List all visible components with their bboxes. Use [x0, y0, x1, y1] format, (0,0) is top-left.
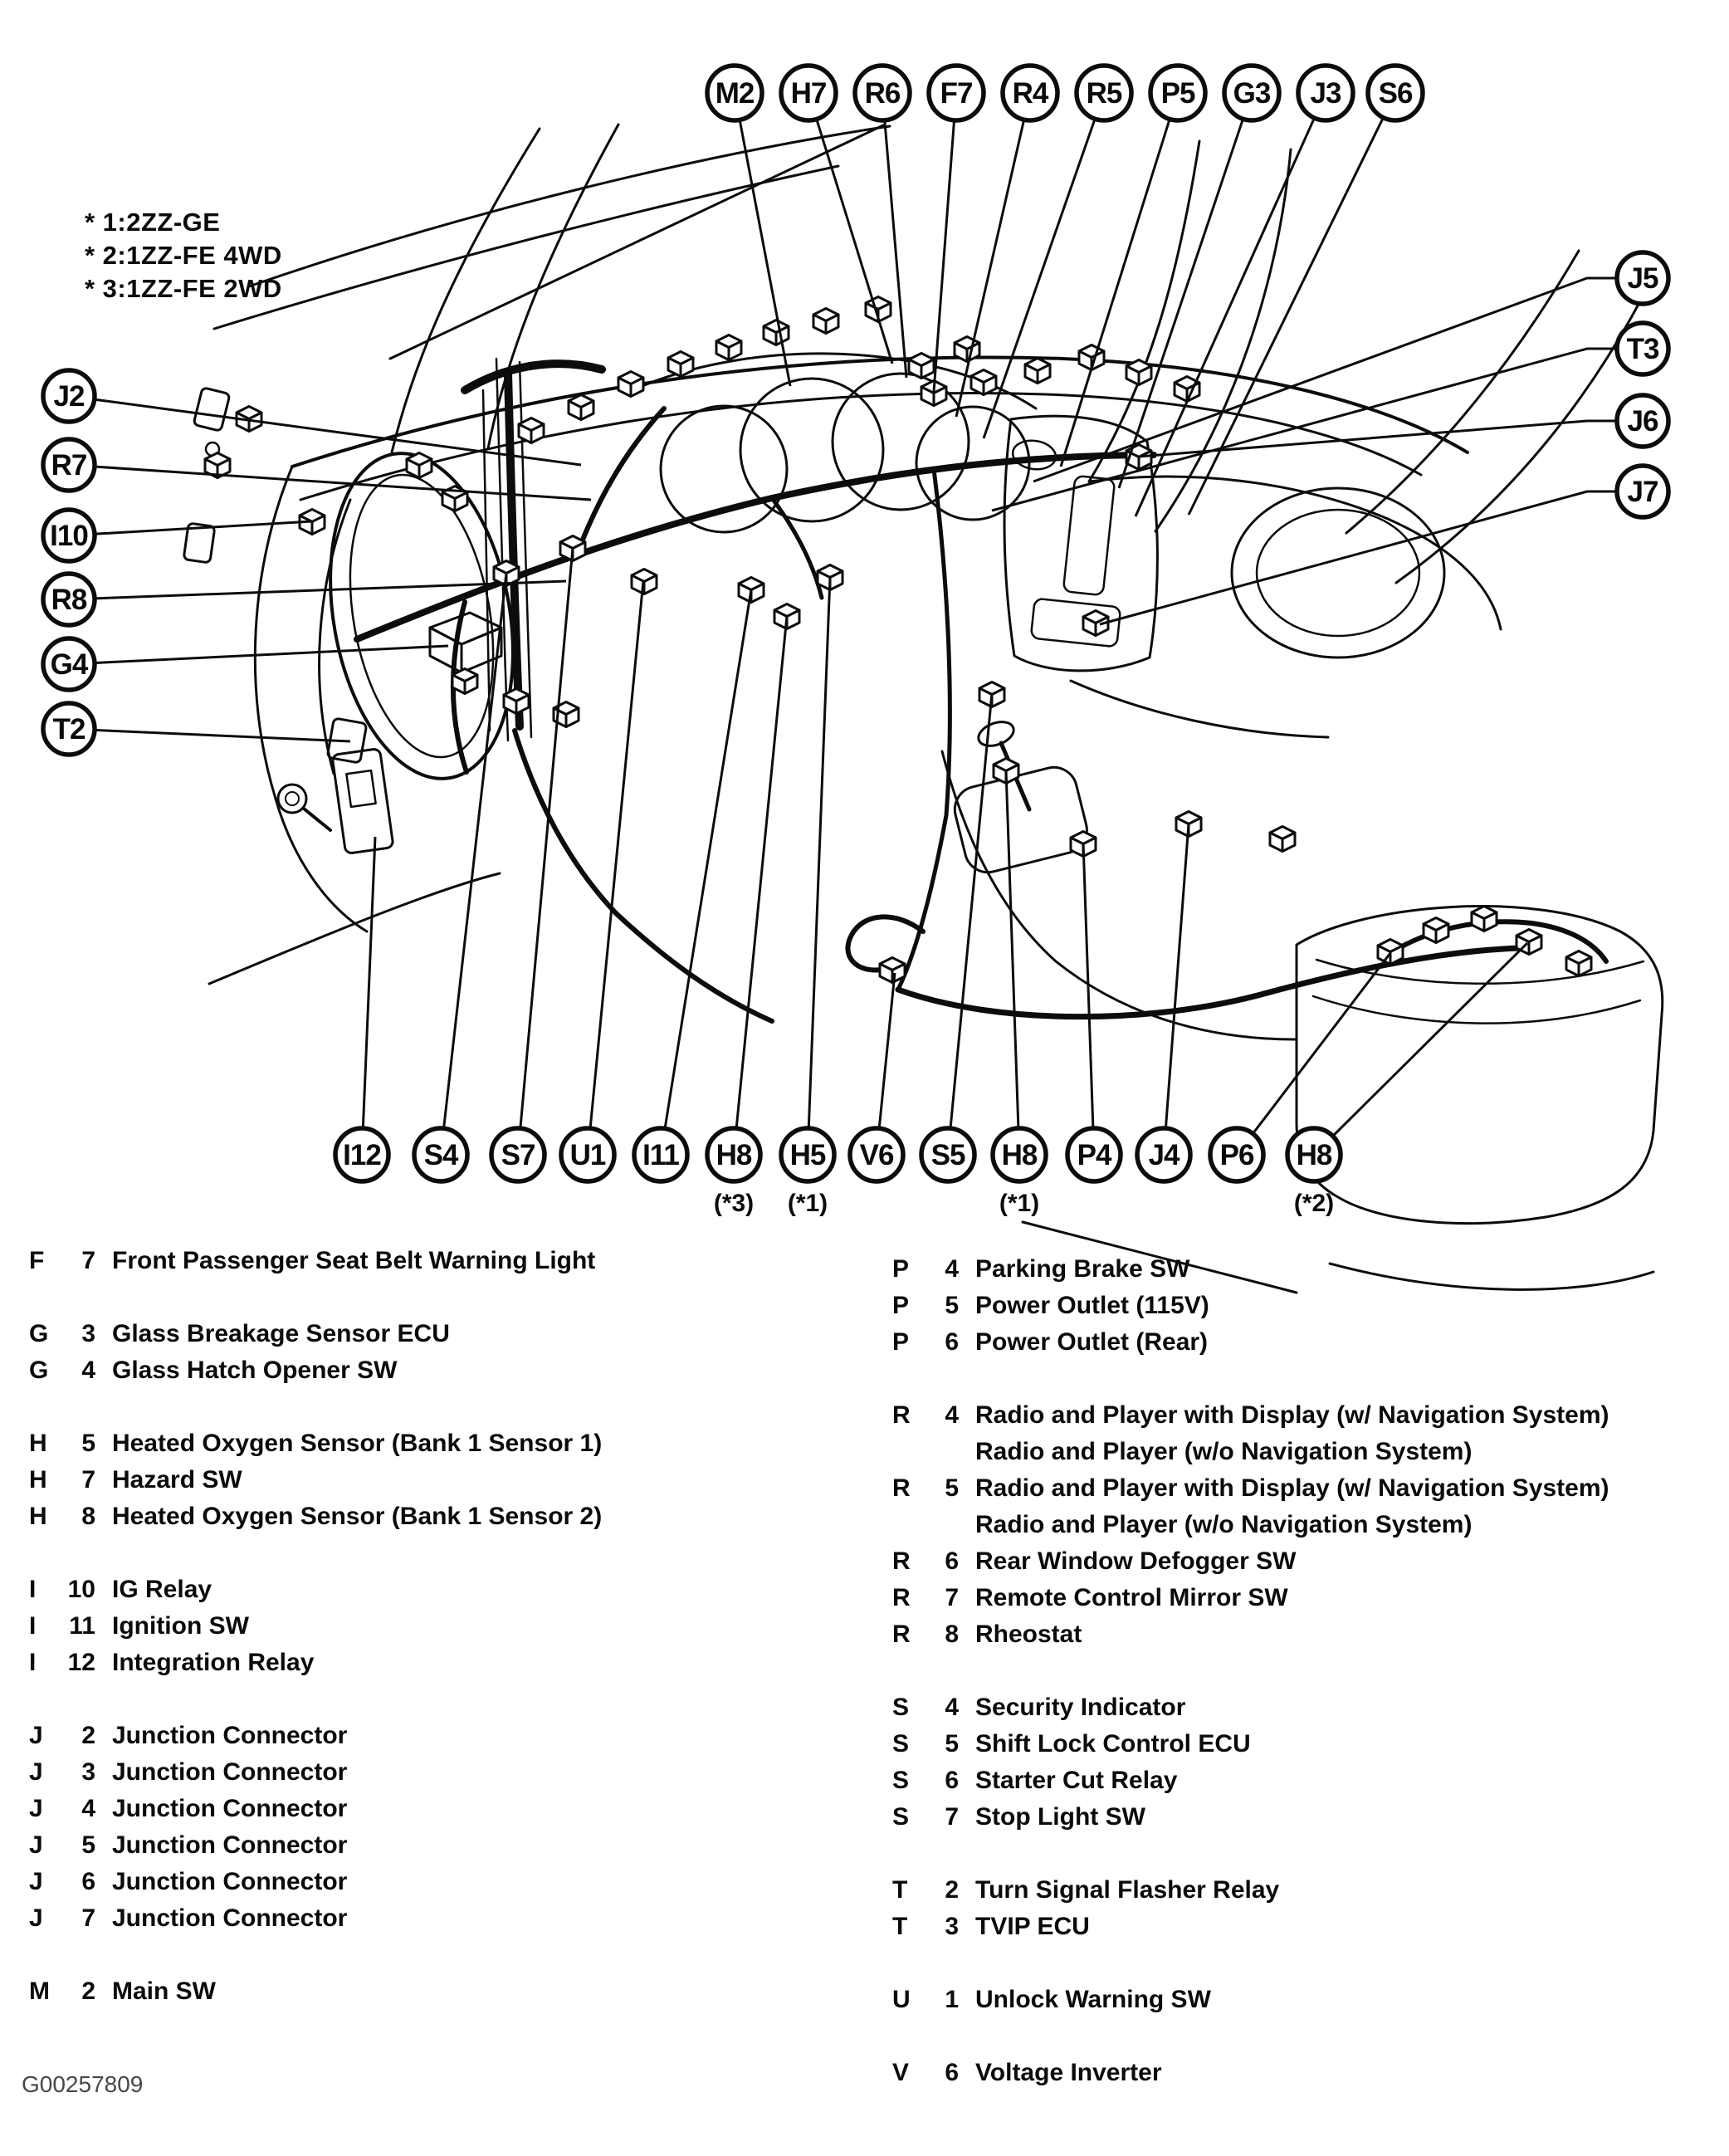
- callout-H7: [781, 66, 836, 120]
- callout-H8-1: [993, 1128, 1046, 1217]
- callout-label: S7: [501, 1139, 535, 1171]
- connector-cube-icon: [1270, 827, 1295, 852]
- leader-line-S5: [948, 693, 992, 1155]
- callout-sublabel: (*2): [1293, 1190, 1335, 1217]
- legend-number: 5: [81, 1430, 95, 1457]
- callout-S7: [491, 1128, 545, 1181]
- legend-row: [29, 1503, 602, 1539]
- legend-description: Ignition SW: [112, 1612, 249, 1640]
- connector-cube-icon: [813, 309, 838, 334]
- callout-label: J3: [1310, 77, 1341, 110]
- legend-description: Turn Signal Flasher Relay: [975, 1876, 1280, 1904]
- legend-number: 11: [69, 1612, 95, 1640]
- legend-row: [29, 1247, 602, 1283]
- callout-P5: [1150, 66, 1205, 120]
- legend-description: Starter Cut Relay: [975, 1767, 1178, 1794]
- callout-R5: [1077, 66, 1131, 120]
- legend-row: [892, 1328, 1609, 1365]
- legend-row: [892, 1694, 1609, 1730]
- legend-number: 7: [945, 1584, 959, 1611]
- legend-number: 6: [945, 2059, 959, 2086]
- legend-letter: J: [29, 1758, 43, 1786]
- callout-M2: [707, 66, 762, 120]
- callout-label: P5: [1160, 77, 1195, 110]
- legend-letter: I: [29, 1649, 37, 1676]
- legend-number: 4: [81, 1357, 95, 1384]
- callout-label: P4: [1077, 1139, 1111, 1171]
- connector-cube-icon: [1424, 918, 1448, 943]
- legend-number: 7: [81, 1466, 95, 1494]
- connector-cube-icon: [971, 370, 996, 395]
- legend-row-continuation: [892, 1438, 1609, 1474]
- legend-letter: R: [892, 1584, 911, 1611]
- callout-label: H8: [716, 1139, 752, 1171]
- legend-description: Front Passenger Seat Belt Warning Light: [112, 1247, 596, 1274]
- legend-row: [29, 1868, 602, 1904]
- callout-S6: [1368, 66, 1423, 120]
- callout-H8-3: [707, 1128, 760, 1217]
- legend-row: [892, 1584, 1609, 1621]
- engine-note-line-2: * 2:1ZZ-FE 4WD: [85, 241, 282, 270]
- legend-row: [29, 1576, 602, 1612]
- legend-letter: R: [892, 1621, 911, 1648]
- leader-line-J4: [1164, 824, 1189, 1155]
- leader-line-I11: [661, 589, 751, 1155]
- legend-row: [892, 1474, 1609, 1511]
- callout-label: T3: [1626, 333, 1659, 365]
- legend-letter: R: [892, 1547, 911, 1575]
- legend-row: [892, 1876, 1609, 1913]
- callout-J2: [43, 370, 95, 422]
- legend-number: 8: [945, 1621, 959, 1648]
- legend-row-continuation: [892, 1511, 1609, 1547]
- legend-row: [29, 1722, 602, 1758]
- legend-row: [892, 1292, 1609, 1328]
- legend-letter: J: [29, 1831, 43, 1859]
- legend-row: [29, 1430, 602, 1466]
- legend-row: [29, 1357, 602, 1393]
- callout-J7: [1617, 466, 1668, 517]
- connector-cube-icon: [668, 352, 693, 377]
- legend-letter: T: [892, 1913, 908, 1940]
- legend-description: Security Indicator: [975, 1694, 1186, 1721]
- legend-column-right: [892, 1255, 1609, 2095]
- callout-label: M2: [715, 77, 755, 110]
- engine-note-line-3: * 3:1ZZ-FE 2WD: [85, 274, 282, 303]
- legend-letter: V: [892, 2059, 910, 2086]
- legend-number: 7: [81, 1904, 95, 1932]
- legend-row: [892, 1986, 1609, 2022]
- callout-H5-1: [781, 1128, 834, 1217]
- legend-description: Glass Hatch Opener SW: [112, 1357, 398, 1384]
- connector-cube-icon: [452, 669, 477, 694]
- leader-line-S6: [1189, 93, 1395, 515]
- legend-description: Junction Connector: [112, 1795, 348, 1822]
- callout-label: V6: [859, 1139, 894, 1171]
- legend-row: [892, 2059, 1609, 2095]
- legend-number: 5: [945, 1730, 959, 1758]
- legend-description: Junction Connector: [112, 1758, 348, 1786]
- legend-letter: S: [892, 1767, 910, 1794]
- legend-number: 2: [81, 1722, 95, 1749]
- callout-P6: [1210, 1128, 1263, 1181]
- legend-number: 5: [945, 1474, 959, 1502]
- callout-label: H7: [790, 77, 827, 110]
- callout-label: F7: [940, 77, 973, 110]
- leader-line-G4: [69, 646, 448, 664]
- callout-label: H8: [1296, 1139, 1332, 1171]
- legend-row: [892, 1621, 1609, 1657]
- legend-letter: I: [29, 1576, 37, 1603]
- callout-label: R6: [864, 77, 901, 110]
- callout-I10: [43, 510, 95, 561]
- callout-label: I11: [642, 1139, 679, 1171]
- connector-cube-icon: [618, 372, 643, 397]
- legend-letter: J: [29, 1904, 43, 1932]
- legend-description: Rear Window Defogger SW: [975, 1547, 1297, 1575]
- callout-label: J7: [1627, 476, 1658, 508]
- callout-J6: [1617, 395, 1668, 447]
- legend-row: [29, 1978, 602, 2014]
- legend-letter: H: [29, 1503, 47, 1530]
- legend-number: 5: [945, 1292, 959, 1319]
- legend-description: Power Outlet (Rear): [975, 1328, 1209, 1356]
- connector-cube-icon: [764, 320, 789, 345]
- legend-letter: F: [29, 1247, 45, 1274]
- connector-cube-icon: [504, 689, 529, 714]
- legend-description: Radio and Player with Display (w/ Navigation System): [975, 1401, 1609, 1429]
- callout-label: P6: [1219, 1139, 1254, 1171]
- legend-row: [29, 1320, 602, 1357]
- legend-description: Heated Oxygen Sensor (Bank 1 Sensor 1): [112, 1430, 603, 1457]
- legend-number: 6: [945, 1767, 959, 1794]
- connector-cube-icon: [1378, 940, 1403, 965]
- legend-number: 1: [945, 1986, 959, 2013]
- legend-number: 8: [81, 1503, 95, 1530]
- legend-number: 5: [81, 1831, 95, 1859]
- legend-number: 3: [81, 1320, 95, 1347]
- legend-description: Unlock Warning SW: [975, 1986, 1211, 2013]
- legend-description: Parking Brake SW: [975, 1255, 1190, 1283]
- callout-R7: [43, 439, 95, 491]
- legend-letter: S: [892, 1694, 910, 1721]
- callout-J5: [1617, 252, 1668, 304]
- callout-label: H5: [789, 1139, 826, 1171]
- callout-U1: [561, 1128, 614, 1181]
- callout-label: S6: [1378, 77, 1413, 110]
- legend-letter: H: [29, 1430, 47, 1457]
- legend-description: Junction Connector: [112, 1868, 348, 1895]
- dashboard-line-art: [183, 125, 1663, 1293]
- legend-description: Junction Connector: [112, 1831, 348, 1859]
- legend-number: 7: [945, 1803, 959, 1831]
- legend-letter: J: [29, 1868, 43, 1895]
- legend-column-left: [29, 1247, 602, 2014]
- callout-V6: [850, 1128, 903, 1181]
- legend-row: [892, 1730, 1609, 1767]
- connector-cube-icon: [955, 337, 979, 362]
- leader-line-P4: [1083, 843, 1094, 1155]
- legend-row: [892, 1255, 1609, 1292]
- legend-number: 2: [81, 1978, 95, 2005]
- leader-line-H5: [808, 577, 830, 1155]
- connector-cube-icon: [1472, 907, 1497, 931]
- legend-row: [29, 1795, 602, 1831]
- legend-letter: R: [892, 1401, 911, 1429]
- legend-description: Radio and Player (w/o Navigation System): [975, 1511, 1473, 1538]
- leader-line-I12: [362, 837, 375, 1155]
- legend-row: [892, 1547, 1609, 1584]
- legend-letter: S: [892, 1730, 910, 1758]
- callout-sublabel: (*1): [787, 1190, 828, 1217]
- callout-G4: [43, 638, 95, 690]
- legend-number: 6: [81, 1868, 95, 1895]
- leader-line-H8: [1006, 770, 1019, 1155]
- legend-row: [29, 1649, 602, 1685]
- callout-label: S4: [423, 1139, 458, 1171]
- legend-number: 6: [945, 1547, 959, 1575]
- legend-description: Glass Breakage Sensor ECU: [112, 1320, 450, 1347]
- legend-row: [29, 1758, 602, 1795]
- legend-number: 7: [81, 1247, 95, 1274]
- callout-H8-2: [1287, 1128, 1341, 1217]
- legend-letter: G: [29, 1320, 49, 1347]
- callout-label: S5: [930, 1139, 965, 1171]
- legend-description: Stop Light SW: [975, 1803, 1145, 1831]
- legend-letter: M: [29, 1978, 50, 2005]
- legend-letter: U: [892, 1986, 911, 2013]
- leader-line-J5: [1033, 278, 1643, 482]
- connector-cube-icon: [909, 354, 934, 379]
- leader-line-R4: [956, 93, 1030, 417]
- callout-P4: [1067, 1128, 1121, 1181]
- callout-label: J5: [1627, 262, 1658, 295]
- connector-cube-icon: [1025, 359, 1050, 384]
- callout-label: J6: [1627, 405, 1658, 438]
- legend-number: 3: [81, 1758, 95, 1786]
- legend-row: [892, 1401, 1609, 1438]
- callout-label: G4: [50, 648, 88, 681]
- leader-line-M2: [735, 93, 790, 386]
- legend-description: Hazard SW: [112, 1466, 242, 1494]
- legend-number: 2: [945, 1876, 959, 1904]
- legend-number: 3: [945, 1913, 959, 1940]
- callout-S4: [414, 1128, 467, 1181]
- legend-number: 6: [945, 1328, 959, 1356]
- callout-G3: [1224, 66, 1279, 120]
- legend-row: [892, 1803, 1609, 1840]
- legend-description: TVIP ECU: [975, 1913, 1090, 1940]
- callout-leader-lines: [69, 93, 1643, 1155]
- callout-label: J2: [53, 380, 85, 413]
- legend-letter: R: [892, 1474, 911, 1502]
- callout-label: H8: [1001, 1139, 1038, 1171]
- legend-letter: J: [29, 1795, 43, 1822]
- legend-description: Junction Connector: [112, 1904, 348, 1932]
- legend-number: 4: [945, 1255, 959, 1283]
- callout-sublabel: (*3): [713, 1190, 755, 1217]
- callout-label: J4: [1148, 1139, 1180, 1171]
- legend-letter: G: [29, 1357, 49, 1384]
- connector-cube-icon: [1126, 360, 1151, 385]
- legend-description: Remote Control Mirror SW: [975, 1584, 1288, 1611]
- callout-F7: [929, 66, 984, 120]
- engine-note-line-1: * 1:2ZZ-GE: [85, 208, 221, 237]
- legend-number: 10: [67, 1576, 95, 1603]
- connector-cube-icon: [1566, 951, 1591, 976]
- leader-line-P5: [1061, 93, 1178, 467]
- legend-description: Integration Relay: [112, 1649, 315, 1676]
- legend-number: 4: [81, 1795, 95, 1822]
- legend-letter: P: [892, 1328, 910, 1356]
- leader-line-R6: [882, 93, 906, 378]
- leader-line-F7: [934, 93, 956, 392]
- legend-row: [29, 1831, 602, 1868]
- leader-line-S7: [518, 548, 573, 1155]
- figure-code: G00257809: [22, 2071, 144, 2097]
- callout-label: T2: [52, 713, 85, 746]
- legend-description: Power Outlet (115V): [975, 1292, 1209, 1319]
- legend-description: IG Relay: [112, 1576, 212, 1603]
- callout-label: I10: [50, 520, 88, 552]
- legend-row: [892, 1767, 1609, 1803]
- legend-description: Rheostat: [975, 1621, 1082, 1648]
- legend-number: 4: [945, 1401, 959, 1429]
- callout-label: R7: [51, 449, 87, 482]
- callout-label: G3: [1233, 77, 1271, 110]
- legend-row: [29, 1612, 602, 1649]
- legend-description: Radio and Player (w/o Navigation System): [975, 1438, 1473, 1465]
- connector-cube-icon: [880, 958, 905, 983]
- legend-description: Voltage Inverter: [975, 2059, 1162, 2086]
- callout-R6: [855, 66, 910, 120]
- connector-cubes: [205, 297, 1591, 983]
- callout-J3: [1298, 66, 1353, 120]
- leader-line-S4: [441, 573, 506, 1155]
- legend-letter: P: [892, 1292, 910, 1319]
- legend-letter: I: [29, 1612, 37, 1640]
- legend-number: 12: [67, 1649, 95, 1676]
- callout-label: R4: [1012, 77, 1048, 110]
- legend-letter: P: [892, 1255, 910, 1283]
- connector-cube-icon: [407, 453, 432, 478]
- leader-line-H8: [734, 616, 787, 1155]
- legend-description: Junction Connector: [112, 1722, 348, 1749]
- callout-label: R8: [51, 584, 87, 616]
- legend-letter: S: [892, 1803, 910, 1831]
- legend-letter: T: [892, 1876, 908, 1904]
- legend-row: [29, 1466, 602, 1503]
- callout-R8: [43, 574, 95, 625]
- legend-letter: H: [29, 1466, 47, 1494]
- connector-cube-icon: [569, 395, 593, 420]
- legend-description: Heated Oxygen Sensor (Bank 1 Sensor 2): [112, 1503, 603, 1530]
- callout-sublabel: (*1): [999, 1190, 1040, 1217]
- legend-description: Main SW: [112, 1978, 216, 2005]
- legend-number: 4: [945, 1694, 959, 1721]
- callout-label: R5: [1086, 77, 1122, 110]
- callout-label: I12: [343, 1139, 381, 1171]
- connector-cube-icon: [716, 335, 741, 360]
- connector-cube-icon: [519, 418, 544, 443]
- callout-label: U1: [569, 1139, 606, 1171]
- callout-R4: [1003, 66, 1057, 120]
- leader-line-R8: [69, 581, 566, 599]
- leader-line-U1: [588, 581, 643, 1155]
- legend-row: [892, 1913, 1609, 1949]
- legend-row: [29, 1904, 602, 1941]
- callout-I11: [634, 1128, 687, 1181]
- callout-T2: [43, 703, 95, 755]
- leader-line-T2: [69, 729, 350, 741]
- legend-description: Shift Lock Control ECU: [975, 1730, 1251, 1758]
- callout-T3: [1617, 323, 1668, 374]
- callout-S5: [921, 1128, 974, 1181]
- callout-J4: [1137, 1128, 1190, 1181]
- legend-description: Radio and Player with Display (w/ Navigation System): [975, 1474, 1609, 1502]
- callout-I12: [335, 1128, 388, 1181]
- legend-letter: J: [29, 1722, 43, 1749]
